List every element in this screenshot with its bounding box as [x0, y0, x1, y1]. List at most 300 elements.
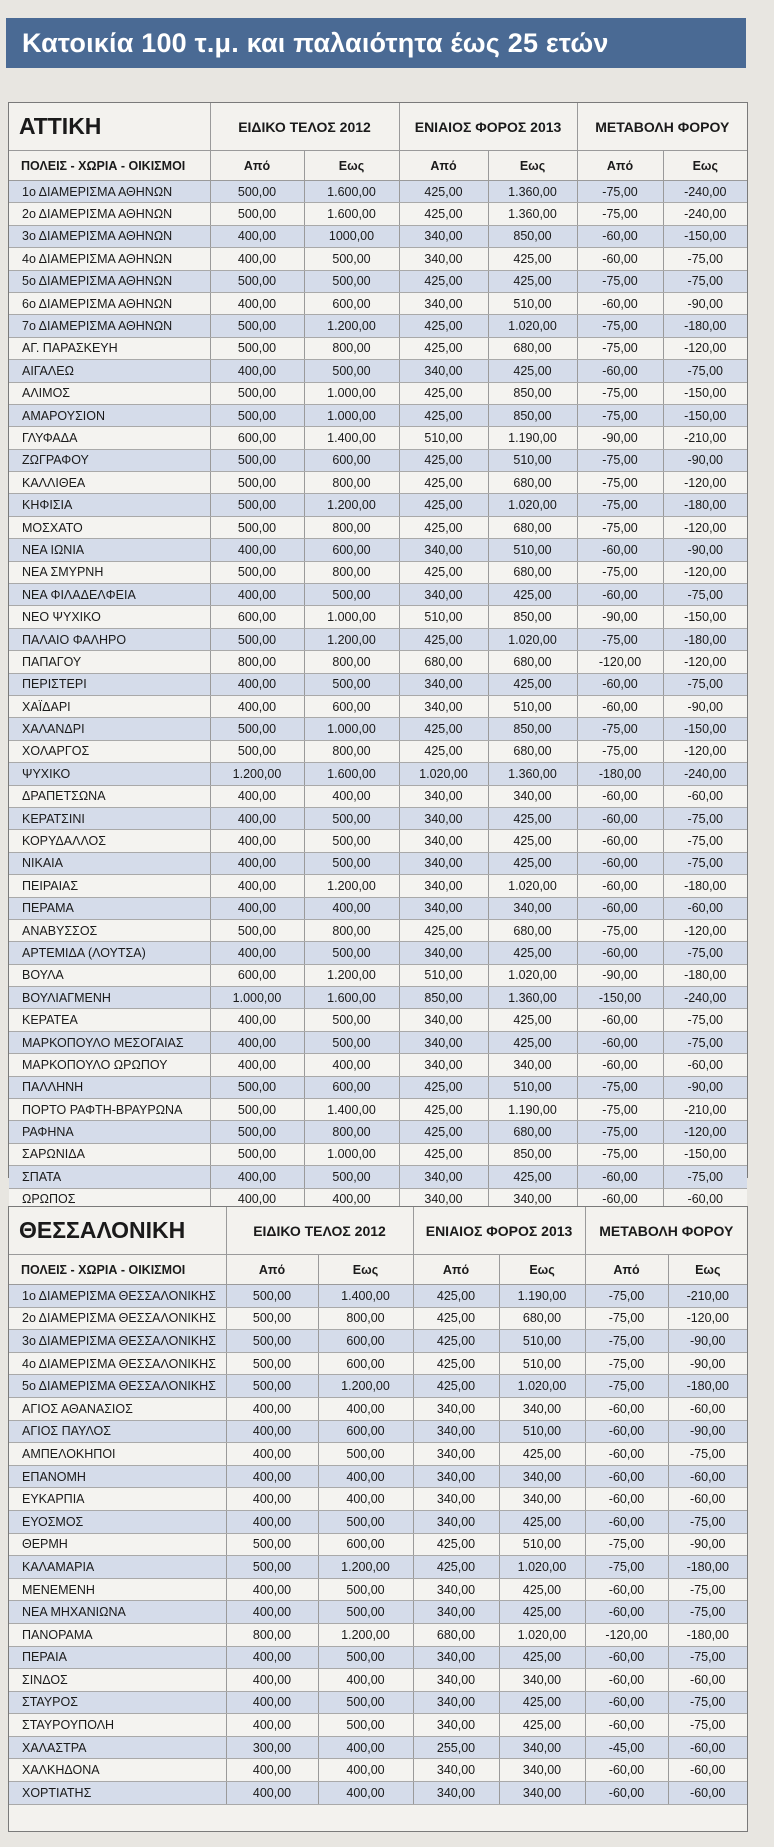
fee-2012-to: 500,00: [318, 1646, 413, 1669]
change-to: -75,00: [663, 584, 747, 606]
change-to: -240,00: [663, 763, 747, 785]
tax-2013-from: 340,00: [413, 1443, 499, 1466]
fee-2012-from: 800,00: [210, 651, 304, 673]
change-to: -60,00: [663, 897, 747, 919]
region-title: ΘΕΣΣΑΛΟΝΙΚΗ: [9, 1207, 226, 1255]
tax-2013-from: 340,00: [399, 807, 488, 829]
table-row: [9, 1488, 747, 1511]
column-header-from: Από: [585, 1255, 668, 1285]
fee-2012-from: 400,00: [226, 1759, 318, 1782]
fee-2012-from: 400,00: [210, 695, 304, 717]
group-header-special-fee: ΕΙΔΙΚΟ ΤΕΛΟΣ 2012: [210, 103, 399, 151]
fee-2012-from: 400,00: [210, 830, 304, 852]
fee-2012-to: 400,00: [318, 1465, 413, 1488]
tax-2013-to: 680,00: [488, 919, 577, 941]
locality-name: ΣΙΝΔΟΣ: [9, 1669, 226, 1692]
fee-2012-to: 600,00: [304, 292, 399, 314]
thessaloniki-tax-table: [9, 1207, 747, 1805]
table-row: [9, 1465, 747, 1488]
locality-name: ΑΓΙΟΣ ΑΘΑΝΑΣΙΟΣ: [9, 1397, 226, 1420]
table-row: [9, 1397, 747, 1420]
fee-2012-to: 400,00: [318, 1669, 413, 1692]
fee-2012-to: 1.200,00: [318, 1623, 413, 1646]
tax-2013-to: 1.020,00: [488, 875, 577, 897]
page-title: Κατοικία 100 τ.μ. και παλαιότητα έως 25 ετών: [6, 18, 746, 68]
locality-name: 6ο ΔΙΑΜΕΡΙΣΜΑ ΑΘΗΝΩΝ: [9, 292, 210, 314]
change-from: -75,00: [585, 1352, 668, 1375]
table-row: [9, 270, 747, 292]
tax-2013-to: 680,00: [488, 561, 577, 583]
locality-name: ΧΑΪΔΑΡΙ: [9, 695, 210, 717]
fee-2012-from: 1.000,00: [210, 987, 304, 1009]
table-row: [9, 1510, 747, 1533]
tax-2013-to: 510,00: [488, 449, 577, 471]
fee-2012-to: 800,00: [304, 1121, 399, 1143]
change-from: -60,00: [577, 695, 663, 717]
fee-2012-to: 800,00: [304, 337, 399, 359]
tax-2013-to: 1.020,00: [488, 628, 577, 650]
tax-2013-from: 340,00: [413, 1465, 499, 1488]
locality-name: ΝΙΚΑΙΑ: [9, 852, 210, 874]
change-to: -180,00: [663, 628, 747, 650]
change-to: -210,00: [663, 427, 747, 449]
table-row: [9, 181, 747, 203]
fee-2012-from: 500,00: [226, 1352, 318, 1375]
fee-2012-to: 600,00: [318, 1352, 413, 1375]
tax-2013-to: 425,00: [488, 270, 577, 292]
change-from: -90,00: [577, 606, 663, 628]
change-to: -60,00: [668, 1759, 747, 1782]
fee-2012-to: 500,00: [304, 248, 399, 270]
fee-2012-to: 800,00: [304, 516, 399, 538]
fee-2012-to: 400,00: [304, 897, 399, 919]
group-header-unified-tax: ΕΝΙΑΙΟΣ ΦΟΡΟΣ 2013: [413, 1207, 585, 1255]
change-from: -75,00: [577, 404, 663, 426]
tax-2013-from: 340,00: [413, 1714, 499, 1737]
fee-2012-to: 1000,00: [304, 225, 399, 247]
fee-2012-from: 400,00: [210, 942, 304, 964]
fee-2012-to: 1.200,00: [304, 964, 399, 986]
change-from: -60,00: [577, 673, 663, 695]
tax-2013-to: 680,00: [488, 651, 577, 673]
fee-2012-from: 400,00: [226, 1397, 318, 1420]
locality-name: ΚΟΡΥΔΑΛΛΟΣ: [9, 830, 210, 852]
change-to: -120,00: [663, 561, 747, 583]
change-from: -75,00: [577, 740, 663, 762]
change-from: -120,00: [577, 651, 663, 673]
tax-2013-from: 425,00: [399, 516, 488, 538]
tax-2013-from: 340,00: [399, 1188, 488, 1210]
tax-2013-from: 340,00: [399, 1031, 488, 1053]
fee-2012-from: 500,00: [226, 1285, 318, 1308]
locality-name: ΜΕΝΕΜΕΝΗ: [9, 1578, 226, 1601]
tax-2013-to: 425,00: [499, 1443, 585, 1466]
tax-2013-from: 1.020,00: [399, 763, 488, 785]
locality-name: ΚΕΡΑΤΣΙΝΙ: [9, 807, 210, 829]
tax-2013-to: 425,00: [488, 248, 577, 270]
tax-2013-from: 425,00: [399, 718, 488, 740]
column-header-locality: ΠΟΛΕΙΣ - ΧΩΡΙΑ - ΟΙΚΙΣΜΟΙ: [9, 1255, 226, 1285]
change-from: -150,00: [577, 987, 663, 1009]
fee-2012-from: 500,00: [210, 740, 304, 762]
change-to: -60,00: [668, 1465, 747, 1488]
tax-2013-from: 340,00: [399, 1166, 488, 1188]
fee-2012-to: 500,00: [304, 270, 399, 292]
fee-2012-from: 400,00: [226, 1488, 318, 1511]
fee-2012-to: 1.000,00: [304, 1143, 399, 1165]
change-to: -75,00: [663, 270, 747, 292]
fee-2012-from: 500,00: [210, 516, 304, 538]
table-row: [9, 1330, 747, 1353]
fee-2012-from: 400,00: [210, 584, 304, 606]
locality-name: ΖΩΓΡΑΦΟΥ: [9, 449, 210, 471]
column-header-to: Εως: [499, 1255, 585, 1285]
fee-2012-from: 500,00: [210, 181, 304, 203]
tax-2013-to: 1.190,00: [499, 1285, 585, 1308]
tax-2013-from: 340,00: [413, 1601, 499, 1624]
tax-2013-from: 340,00: [399, 539, 488, 561]
fee-2012-from: 400,00: [210, 292, 304, 314]
change-to: -60,00: [668, 1782, 747, 1805]
table-row: [9, 360, 747, 382]
table-row: [9, 1285, 747, 1308]
tax-2013-from: 425,00: [399, 494, 488, 516]
fee-2012-to: 800,00: [318, 1307, 413, 1330]
table-row: [9, 718, 747, 740]
change-from: -90,00: [577, 964, 663, 986]
tax-2013-from: 510,00: [399, 427, 488, 449]
change-to: -180,00: [668, 1623, 747, 1646]
tax-2013-from: 340,00: [399, 584, 488, 606]
table-row: [9, 852, 747, 874]
locality-name: ΧΟΛΑΡΓΟΣ: [9, 740, 210, 762]
change-to: -150,00: [663, 404, 747, 426]
change-to: -90,00: [663, 695, 747, 717]
locality-name: ΨΥΧΙΚΟ: [9, 763, 210, 785]
tax-2013-to: 425,00: [488, 673, 577, 695]
table-row: [9, 1646, 747, 1669]
tax-2013-from: 425,00: [413, 1533, 499, 1556]
fee-2012-from: 500,00: [226, 1330, 318, 1353]
change-to: -90,00: [663, 539, 747, 561]
column-header-from: Από: [399, 151, 488, 181]
table-row: [9, 449, 747, 471]
fee-2012-from: 400,00: [226, 1782, 318, 1805]
change-from: -60,00: [585, 1646, 668, 1669]
tax-2013-from: 425,00: [399, 337, 488, 359]
fee-2012-from: 500,00: [210, 1099, 304, 1121]
table-row: [9, 203, 747, 225]
tax-2013-from: 340,00: [413, 1669, 499, 1692]
fee-2012-to: 400,00: [318, 1488, 413, 1511]
tax-2013-to: 425,00: [499, 1714, 585, 1737]
fee-2012-to: 1.400,00: [304, 1099, 399, 1121]
change-to: -120,00: [663, 1121, 747, 1143]
group-header-special-fee: ΕΙΔΙΚΟ ΤΕΛΟΣ 2012: [226, 1207, 413, 1255]
tax-2013-from: 425,00: [413, 1285, 499, 1308]
table-row: [9, 427, 747, 449]
tax-2013-to: 340,00: [488, 1054, 577, 1076]
tax-2013-to: 425,00: [488, 852, 577, 874]
locality-name: ΣΤΑΥΡΟΣ: [9, 1691, 226, 1714]
change-from: -75,00: [577, 494, 663, 516]
tax-2013-from: 680,00: [399, 651, 488, 673]
change-to: -75,00: [668, 1601, 747, 1624]
fee-2012-to: 600,00: [318, 1330, 413, 1353]
table-row: [9, 1099, 747, 1121]
change-to: -60,00: [663, 1188, 747, 1210]
table-row: [9, 1623, 747, 1646]
table-row: [9, 651, 747, 673]
locality-name: 1ο ΔΙΑΜΕΡΙΣΜΑ ΘΕΣΣΑΛΟΝΙΚΗΣ: [9, 1285, 226, 1308]
table-row: [9, 1054, 747, 1076]
change-from: -60,00: [577, 1031, 663, 1053]
change-from: -60,00: [585, 1443, 668, 1466]
change-to: -180,00: [668, 1375, 747, 1398]
table-row: [9, 606, 747, 628]
tax-2013-to: 1.020,00: [499, 1375, 585, 1398]
tax-2013-to: 510,00: [488, 292, 577, 314]
change-from: -75,00: [577, 1099, 663, 1121]
change-to: -90,00: [668, 1420, 747, 1443]
change-from: -45,00: [585, 1736, 668, 1759]
tax-2013-from: 425,00: [399, 181, 488, 203]
tax-2013-to: 425,00: [488, 830, 577, 852]
fee-2012-to: 800,00: [304, 919, 399, 941]
table-row: [9, 830, 747, 852]
fee-2012-from: 400,00: [210, 539, 304, 561]
tax-2013-to: 1.360,00: [488, 987, 577, 1009]
fee-2012-to: 800,00: [304, 740, 399, 762]
fee-2012-to: 600,00: [304, 449, 399, 471]
fee-2012-from: 500,00: [210, 628, 304, 650]
column-header-to: Εως: [668, 1255, 747, 1285]
change-to: -120,00: [663, 740, 747, 762]
change-to: -90,00: [663, 449, 747, 471]
fee-2012-from: 400,00: [210, 807, 304, 829]
column-header-from: Από: [210, 151, 304, 181]
fee-2012-from: 600,00: [210, 606, 304, 628]
table-row: [9, 1601, 747, 1624]
fee-2012-from: 500,00: [210, 404, 304, 426]
change-from: -60,00: [577, 539, 663, 561]
tax-2013-to: 340,00: [499, 1759, 585, 1782]
change-from: -60,00: [585, 1420, 668, 1443]
fee-2012-from: 800,00: [226, 1623, 318, 1646]
column-header-from: Από: [577, 151, 663, 181]
locality-name: ΝΕΑ ΙΩΝΙΑ: [9, 539, 210, 561]
change-to: -90,00: [668, 1533, 747, 1556]
change-from: -75,00: [577, 628, 663, 650]
locality-name: ΚΕΡΑΤΕΑ: [9, 1009, 210, 1031]
fee-2012-from: 400,00: [210, 785, 304, 807]
table-row: [9, 964, 747, 986]
fee-2012-to: 500,00: [304, 942, 399, 964]
change-to: -75,00: [668, 1691, 747, 1714]
fee-2012-from: 500,00: [210, 270, 304, 292]
locality-name: ΝΕΑ ΦΙΛΑΔΕΛΦΕΙΑ: [9, 584, 210, 606]
tax-2013-to: 1.020,00: [488, 315, 577, 337]
locality-name: ΠΑΝΟΡΑΜΑ: [9, 1623, 226, 1646]
change-to: -180,00: [663, 315, 747, 337]
fee-2012-from: 400,00: [210, 852, 304, 874]
tax-2013-from: 425,00: [399, 561, 488, 583]
change-from: -75,00: [577, 1143, 663, 1165]
tax-2013-to: 1.020,00: [488, 494, 577, 516]
fee-2012-to: 500,00: [318, 1691, 413, 1714]
fee-2012-from: 500,00: [210, 449, 304, 471]
tax-2013-to: 425,00: [488, 1009, 577, 1031]
tax-2013-from: 340,00: [399, 673, 488, 695]
fee-2012-from: 400,00: [226, 1578, 318, 1601]
change-to: -75,00: [663, 852, 747, 874]
fee-2012-from: 500,00: [226, 1556, 318, 1579]
change-from: -75,00: [585, 1330, 668, 1353]
fee-2012-to: 1.200,00: [304, 315, 399, 337]
tax-2013-from: 425,00: [399, 1076, 488, 1098]
locality-name: ΠΕΡΑΜΑ: [9, 897, 210, 919]
fee-2012-from: 500,00: [210, 472, 304, 494]
table-row: [9, 337, 747, 359]
locality-name: ΧΟΡΤΙΑΤΗΣ: [9, 1782, 226, 1805]
tax-2013-to: 425,00: [488, 1031, 577, 1053]
tax-2013-to: 425,00: [488, 807, 577, 829]
tax-2013-to: 680,00: [488, 1121, 577, 1143]
locality-name: ΒΟΥΛΑ: [9, 964, 210, 986]
locality-name: ΑΙΓΑΛΕΩ: [9, 360, 210, 382]
table-row: [9, 763, 747, 785]
group-header-unified-tax: ΕΝΙΑΙΟΣ ΦΟΡΟΣ 2013: [399, 103, 577, 151]
locality-name: ΧΑΛΑΣΤΡΑ: [9, 1736, 226, 1759]
locality-name: ΩΡΩΠΟΣ: [9, 1188, 210, 1210]
tax-2013-from: 425,00: [399, 1099, 488, 1121]
fee-2012-to: 500,00: [318, 1601, 413, 1624]
fee-2012-to: 1.200,00: [304, 628, 399, 650]
locality-name: ΠΑΛΑΙΟ ΦΑΛΗΡΟ: [9, 628, 210, 650]
fee-2012-from: 400,00: [210, 1009, 304, 1031]
fee-2012-from: 400,00: [210, 248, 304, 270]
change-to: -75,00: [663, 1031, 747, 1053]
change-from: -60,00: [577, 785, 663, 807]
tax-2013-from: 340,00: [399, 830, 488, 852]
tax-2013-to: 680,00: [488, 516, 577, 538]
tax-2013-from: 340,00: [413, 1488, 499, 1511]
tax-2013-from: 255,00: [413, 1736, 499, 1759]
change-to: -120,00: [663, 337, 747, 359]
fee-2012-to: 1.200,00: [304, 875, 399, 897]
tax-2013-to: 680,00: [488, 472, 577, 494]
fee-2012-to: 400,00: [318, 1397, 413, 1420]
group-header-tax-change: ΜΕΤΑΒΟΛΗ ΦΟΡΟΥ: [585, 1207, 747, 1255]
locality-name: 5ο ΔΙΑΜΕΡΙΣΜΑ ΘΕΣΣΑΛΟΝΙΚΗΣ: [9, 1375, 226, 1398]
fee-2012-to: 500,00: [304, 830, 399, 852]
fee-2012-from: 400,00: [210, 360, 304, 382]
change-from: -60,00: [585, 1465, 668, 1488]
locality-name: 2ο ΔΙΑΜΕΡΙΣΜΑ ΑΘΗΝΩΝ: [9, 203, 210, 225]
tax-2013-to: 850,00: [488, 1143, 577, 1165]
tax-2013-from: 425,00: [399, 270, 488, 292]
change-from: -75,00: [577, 718, 663, 740]
table-row: [9, 539, 747, 561]
tax-2013-to: 340,00: [488, 1188, 577, 1210]
fee-2012-to: 500,00: [304, 360, 399, 382]
locality-name: ΝΕΑ ΜΗΧΑΝΙΩΝΑ: [9, 1601, 226, 1624]
tax-2013-to: 340,00: [499, 1397, 585, 1420]
tax-2013-from: 340,00: [413, 1759, 499, 1782]
change-to: -210,00: [668, 1285, 747, 1308]
fee-2012-from: 400,00: [210, 875, 304, 897]
change-to: -75,00: [663, 1166, 747, 1188]
change-from: -60,00: [577, 1054, 663, 1076]
locality-name: ΠΑΠΑΓΟΥ: [9, 651, 210, 673]
table-row: [9, 1375, 747, 1398]
fee-2012-to: 500,00: [304, 1009, 399, 1031]
tax-2013-from: 340,00: [399, 852, 488, 874]
tax-2013-from: 425,00: [399, 449, 488, 471]
fee-2012-from: 600,00: [210, 964, 304, 986]
fee-2012-from: 400,00: [210, 1054, 304, 1076]
fee-2012-to: 400,00: [318, 1736, 413, 1759]
tax-2013-from: 340,00: [399, 225, 488, 247]
fee-2012-from: 400,00: [210, 225, 304, 247]
fee-2012-to: 1.200,00: [318, 1375, 413, 1398]
fee-2012-from: 400,00: [210, 1166, 304, 1188]
change-from: -75,00: [577, 919, 663, 941]
fee-2012-to: 1.000,00: [304, 404, 399, 426]
fee-2012-to: 1.600,00: [304, 181, 399, 203]
tax-2013-from: 340,00: [399, 942, 488, 964]
tax-2013-to: 340,00: [499, 1488, 585, 1511]
change-to: -150,00: [663, 225, 747, 247]
tax-2013-from: 510,00: [399, 606, 488, 628]
fee-2012-to: 1.000,00: [304, 606, 399, 628]
change-from: -75,00: [577, 516, 663, 538]
tax-2013-from: 340,00: [399, 875, 488, 897]
fee-2012-from: 400,00: [226, 1420, 318, 1443]
change-to: -75,00: [668, 1578, 747, 1601]
locality-name: ΑΝΑΒΥΣΣΟΣ: [9, 919, 210, 941]
fee-2012-from: 500,00: [226, 1375, 318, 1398]
fee-2012-to: 500,00: [318, 1714, 413, 1737]
change-from: -60,00: [577, 248, 663, 270]
change-to: -210,00: [663, 1099, 747, 1121]
tax-2013-to: 510,00: [499, 1352, 585, 1375]
table-row: [9, 1556, 747, 1579]
attica-tax-table: [9, 103, 747, 1211]
change-from: -75,00: [577, 337, 663, 359]
table-row: [9, 1143, 747, 1165]
change-from: -75,00: [585, 1375, 668, 1398]
region-title: ΑΤΤΙΚΗ: [9, 103, 210, 151]
change-from: -60,00: [585, 1669, 668, 1692]
change-to: -180,00: [663, 964, 747, 986]
change-to: -120,00: [663, 472, 747, 494]
tax-2013-to: 510,00: [499, 1330, 585, 1353]
tax-2013-to: 340,00: [488, 785, 577, 807]
locality-name: ΜΟΣΧΑΤΟ: [9, 516, 210, 538]
table-row: [9, 1782, 747, 1805]
tax-2013-to: 425,00: [499, 1578, 585, 1601]
tax-2013-from: 340,00: [399, 248, 488, 270]
locality-name: ΑΓ. ΠΑΡΑΣΚΕΥΗ: [9, 337, 210, 359]
fee-2012-to: 600,00: [318, 1533, 413, 1556]
fee-2012-to: 500,00: [304, 673, 399, 695]
fee-2012-to: 400,00: [318, 1759, 413, 1782]
change-from: -60,00: [585, 1782, 668, 1805]
fee-2012-from: 400,00: [226, 1443, 318, 1466]
fee-2012-to: 400,00: [318, 1782, 413, 1805]
tax-2013-from: 425,00: [399, 1143, 488, 1165]
